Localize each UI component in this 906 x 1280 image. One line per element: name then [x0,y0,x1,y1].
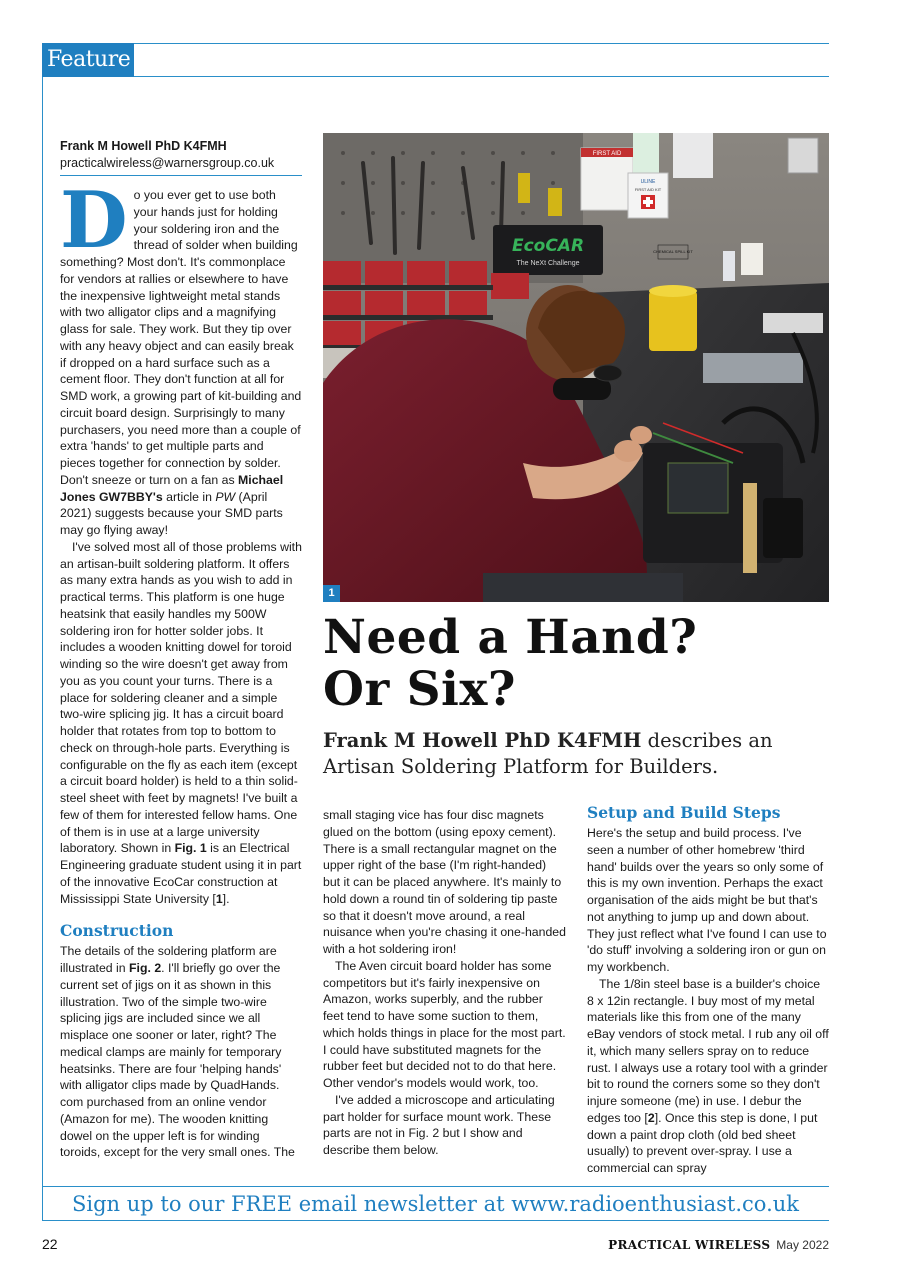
headline-line-1: Need a Hand? [323,610,698,665]
paragraph: Do you ever get to use both your hands just for holding your soldering iron and the thread of solder when building something? Most don't. It's commonplace for vendors at rallies or elsewhere to have the inexpensive lightweight metal stands with two alligator clips and a magnifying glass for sale. They work. But they tip over with any heavy object and can easily break if dropped on a hard surface such as a cement floor. They don't function at all for SMD work, a growing part of kit-building and circuit board design. Surprisingly to many purchasers, you need more than a couple of extra 'hands' to get multiple parts and pieces together for connection by solder. Don't sneeze or turn on a fan as Michael Jones GW7BBY's article in PW (April 2021) suggests because your SMD parts may go flying away! [60,175,302,537]
first-aid-kit-text: FIRST AID KIT [634,187,662,192]
drop-cap: D [60,175,128,266]
paragraph: I've added a microscope and articulating part holder for surface mount work. These parts are not in Fig. 2 but I show and describe them below. [323,1092,555,1157]
section-tab: Feature [42,43,134,77]
headline-line-2: Or Six? [323,662,516,717]
page-number: 22 [42,1236,58,1252]
byline [60,138,302,172]
ecocar-tagline-text: The NeXt Challenge [516,260,580,267]
issue-date: May 2022 [776,1238,829,1252]
chemical-spill-text: CHEMICAL SPILL KIT [653,249,693,254]
paragraph: The Aven circuit board holder has some competitors but it's fairly inexpensive on Amazon, works superbly, and the rubber feet tend to have some suction to them, which holds things in place for the most part. I could have substituted magnets for the rubber feet but decided not to do that here. Other vendor's models would work, too. [323,958,566,1090]
standfirst [323,728,829,780]
newsletter-banner[interactable]: Sign up to our FREE email newsletter at www.radioenthusiast.co.uk [72,1192,799,1216]
first-aid-sign-text: FIRST AID [592,151,622,157]
standfirst-text: describes an Artisan Soldering Platform for Builders. [323,729,773,778]
frame-header-rule [42,76,829,77]
byline-email[interactable]: practicalwireless@warnersgroup.co.uk [60,156,275,170]
publication-name: PRACTICAL WIRELESS [608,1238,771,1252]
article-column-3 [587,803,829,1177]
frame-top-rule [42,43,829,44]
paragraph: I've solved most all of those problems with an artisan-built soldering platform. It offers as many extra hands as you wish to add in practical terms. This platform is one huge heatsink that easily handles my 500W soldering iron for hotter solder jobs. It includes a wooden knitting dowel for toroid winding so the wire doesn't get away from you as you count your turns. There is a place for soldering cleaner and a simple two-wire splicing jig. It has a circuit board holder that rotates from top to bottom to check on through-hole parts. Everything is configurable on the fly as each item (except a circuit board holder) is held to a thin solid-steel sheet with feet by magnets! I've built a few of them for interested fellow hams. One of them is in use at a large university laboratory. Shown in Fig. 1 is an Electrical Engineering graduate student using it in part of the innovative EcoCar construction at Mississippi State University [1]. [60,539,302,906]
paragraph: Here's the setup and build process. I've seen a number of other homebrew 'third hand' builds over the years so only some of this is my own invention. Perhaps the exact organisation of the aids might be but that's not anything to jump up and down about. They just reflect what I've found I can use to 'do stuff' involving a soldering iron or gun on my workbench. [587,826,827,974]
standfirst-author: Frank M Howell PhD K4FMH [323,729,642,752]
frame-bottom-rule [42,1220,829,1221]
uline-text: ULINE [640,179,656,185]
byline-author: Frank M Howell PhD K4FMH [60,139,227,153]
footer-masthead [608,1238,829,1252]
frame-footer-rule [42,1186,829,1187]
ecocar-logo-text: EcoCAR [511,236,585,256]
article-column-2 [323,807,566,1159]
frame-left-rule [42,43,43,1221]
subhead-construction: Construction [60,921,174,941]
paragraph: small staging vice has four disc magnets glued on the bottom (using epoxy cement). There is a small rectangular magnet on the upper right of the base (I'm right-handed) but it can be placed anywhere. It's mainly to hold down a round tin of soldering tip paste so that it doesn't move around, a real nuisance when you're chasing it one-handed with a hot soldering iron! [323,808,566,956]
lab-photo-illustration [323,133,829,602]
figure-1-photo [323,133,829,602]
paragraph: The 1/8in steel base is a builder's choice 8 x 12in rectangle. I buy most of my metal materials like this from one of the many eBay vendors of stock metal. I rub any oil off it, which many sellers spray on to reduce rust. I always use a rotary tool with a grinder bit to round the corners some so they don't injure someone (me) in use. I debur the edges too [2]. Once this step is done, I put down a paint drop cloth (old bed sheet usually) to prevent over-spray. I use a commercial can spray [587,976,829,1175]
headline [323,612,829,716]
subhead-setup-build: Setup and Build Steps [587,803,781,822]
paragraph: The details of the soldering platform are illustrated in Fig. 2. I'll briefly go over the current set of jigs on it as shown in this illustration. Two of the simple two-wire splicing jigs are included since we all misplace one sooner or later, right? The medical clamps are mainly for temporary heatsinks. There are four 'helping hands' with alligator clips made by QuadHands. com purchased from an online vendor (Amazon for me). The wooden knitting dowel on the upper left is for winding toroids, except for the very small ones. The [60,944,295,1160]
figure-number-badge: 1 [323,585,340,602]
article-column-1 [60,175,302,1161]
